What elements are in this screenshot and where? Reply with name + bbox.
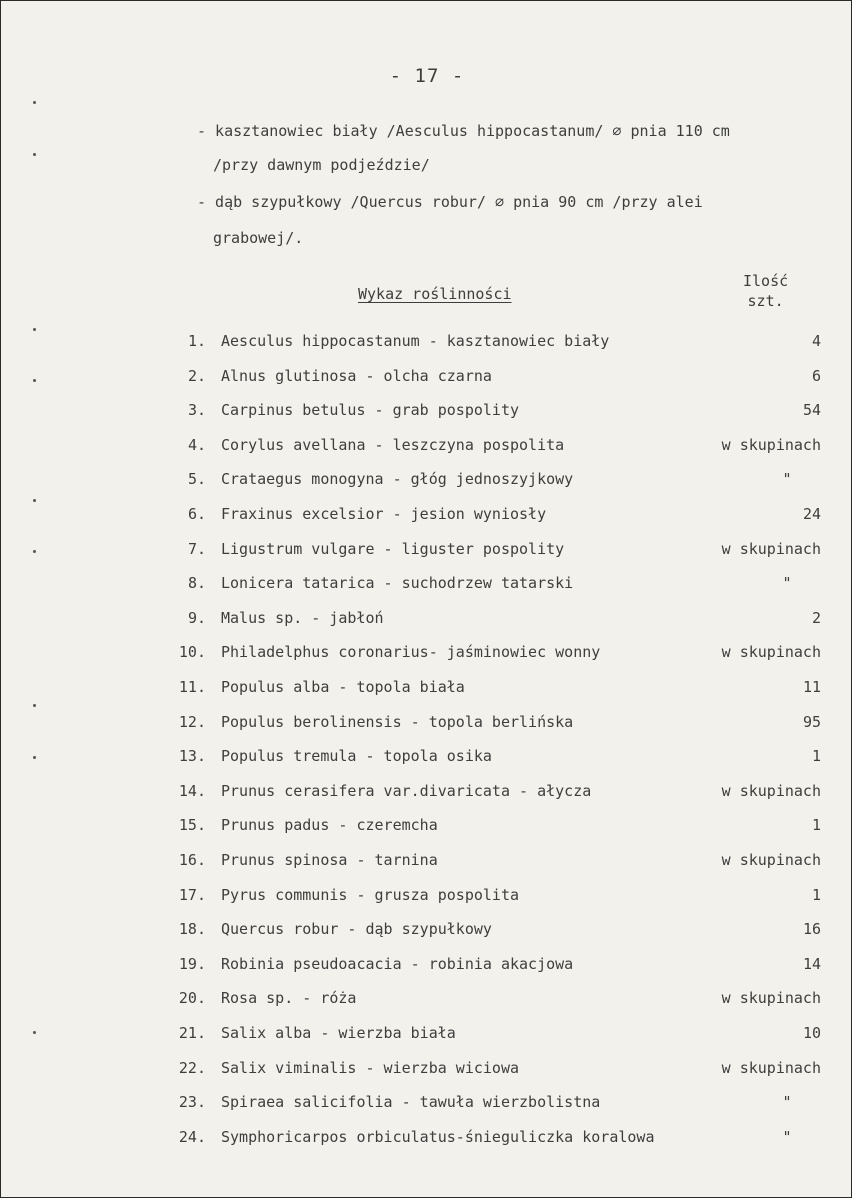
quantity-cell: w skupinach [721,435,821,454]
quantity-header-line-2: szt. [747,292,784,310]
quantity-cell: " [782,470,792,489]
plant-name: Populus berolinensis - topola berlińska [221,712,574,731]
quantity-cell: 4 [811,332,821,350]
row-number: 24. [178,1127,206,1146]
row-number: 14. [178,781,206,800]
plant-name: Prunus padus - czeremcha [221,816,438,835]
table-row [1,367,852,391]
table-row [1,470,852,494]
plant-name: Carpinus betulus - grab pospolity [221,401,520,420]
quantity-cell: 14 [802,954,821,973]
quantity-cell: " [782,1093,792,1112]
plant-name: Malus sp. - jabłoń [221,608,384,627]
table-row [1,505,852,529]
row-number: 12. [178,712,206,731]
table-row [1,713,852,737]
plant-name: Prunus cerasifera var.divaricata - ałycza [221,781,592,800]
row-number: 11. [178,678,206,696]
quantity-cell: 11 [802,678,821,696]
quantity-cell: w skupinach [721,1058,821,1077]
row-number: 21. [178,1024,206,1042]
intro-line-3: - dąb szypułkowy /Quercus robur/ ∅ pnia 90 cm /przy alei [197,193,703,211]
row-number: 22. [178,1058,206,1077]
row-number: 4. [187,435,206,454]
row-number: 18. [178,920,206,939]
table-row [1,643,852,667]
plant-name: Lonicera tatarica - suchodrzew tatarski [221,574,574,593]
plant-name: Aesculus hippocastanum - kasztanowiec biały [221,332,610,350]
row-number: 20. [178,989,206,1008]
plant-name: Alnus glutinosa - olcha czarna [221,366,492,385]
row-number: 10. [178,643,206,662]
quantity-cell: 1 [811,747,821,766]
table-row [1,574,852,598]
plant-name: Populus tremula - topola osika [221,747,492,766]
row-number: 2. [187,366,206,385]
row-number: 16. [178,851,206,869]
table-row [1,332,852,356]
quantity-cell: w skupinach [721,781,821,800]
row-number: 23. [178,1093,206,1112]
table-row [1,1128,852,1152]
table-row [1,678,852,702]
plant-name: Corylus avellana - leszczyna pospolita [221,435,565,454]
row-number: 17. [178,885,206,904]
table-row [1,1024,852,1048]
table-row [1,782,852,806]
table-row [1,886,852,910]
quantity-cell: " [782,1127,792,1146]
margin-dot [33,328,36,331]
table-row [1,747,852,771]
table-row [1,955,852,979]
row-number: 15. [178,816,206,835]
table-row [1,1059,852,1083]
quantity-cell: 10 [802,1024,821,1042]
table-row [1,851,852,875]
intro-line-2: /przy dawnym podjeździe/ [213,156,430,174]
quantity-cell: 1 [811,816,821,835]
row-number: 9. [187,608,206,627]
row-number: 8. [187,574,206,593]
row-number: 7. [187,539,206,558]
page-number: - 17 - [389,65,465,87]
table-title: Wykaz roślinności [358,285,512,303]
quantity-cell: " [782,574,792,593]
table-row [1,989,852,1013]
quantity-cell: w skupinach [721,989,821,1008]
row-number: 6. [187,505,206,523]
plant-name: Populus alba - topola biała [221,678,465,696]
quantity-cell: 2 [811,608,821,627]
quantity-cell: 16 [802,920,821,939]
margin-dot [33,101,36,104]
plant-name: Symphoricarpos orbiculatus-śnieguliczka koralowa [221,1127,655,1146]
quantity-cell: 24 [802,505,821,523]
quantity-cell: w skupinach [721,643,821,662]
quantity-cell: 1 [811,885,821,904]
plant-name: Ligustrum vulgare - liguster pospolity [221,539,565,558]
table-row [1,540,852,564]
quantity-cell: w skupinach [721,851,821,869]
quantity-cell: w skupinach [721,539,821,558]
quantity-cell: 6 [811,366,821,385]
margin-dot [33,499,36,502]
plant-name: Crataegus monogyna - głóg jednoszyjkowy [221,470,574,489]
margin-dot [33,704,36,707]
plant-name: Philadelphus coronarius- jaśminowiec wonny [221,643,601,662]
table-row [1,401,852,425]
intro-line-1: - kasztanowiec biały /Aesculus hippocastanum/ ∅ pnia 110 cm [197,122,730,140]
intro-line-4: grabowej/. [213,229,304,247]
plant-name: Quercus robur - dąb szypułkowy [221,920,492,939]
table-row [1,920,852,944]
table-row [1,816,852,840]
quantity-cell: 95 [802,712,821,731]
plant-name: Rosa sp. - róża [221,989,357,1008]
plant-name: Fraxinus excelsior - jesion wyniosły [221,505,547,523]
row-number: 1. [187,332,206,350]
row-number: 3. [187,401,206,420]
row-number: 19. [178,954,206,973]
table-row [1,609,852,633]
plant-name: Salix alba - wierzba biała [221,1024,456,1042]
plant-name: Spiraea salicifolia - tawuła wierzbolistna [221,1093,601,1112]
quantity-cell: 54 [802,401,821,420]
plant-name: Pyrus communis - grusza pospolita [221,885,520,904]
table-row [1,436,852,460]
table-row [1,1093,852,1117]
plant-name: Salix viminalis - wierzba wiciowa [221,1058,520,1077]
plant-name: Robinia pseudoacacia - robinia akacjowa [221,954,574,973]
quantity-header-line-1: Ilość [743,272,789,290]
row-number: 13. [178,747,206,766]
quantity-header [743,271,788,311]
row-number: 5. [187,470,206,489]
plant-name: Prunus spinosa - tarnina [221,851,438,869]
margin-dot [33,153,36,156]
